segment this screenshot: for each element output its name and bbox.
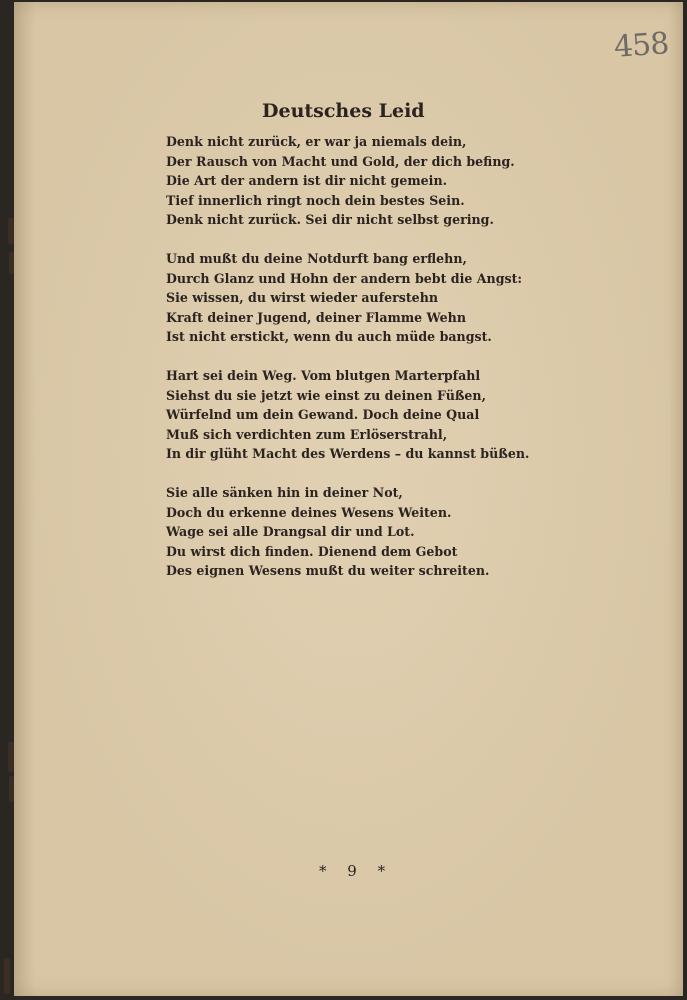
poem-line: Durch Glanz und Hohn der andern bebt die Angst: <box>166 270 523 286</box>
poem-line: Der Rausch von Macht und Gold, der dich befing. <box>166 153 515 169</box>
poem-line: Tief innerlich ringt noch dein bestes Sein. <box>166 192 465 208</box>
poem-line: Wage sei alle Drangsal dir und Lot. <box>166 524 415 539</box>
poem-line: Sie alle sänken hin in deiner Not, <box>166 485 403 500</box>
poem-line: Doch du erkenne deines Wesens Weiten. <box>166 504 452 520</box>
stanza-1 <box>166 132 529 230</box>
poem-title: Deutsches Leid <box>262 100 425 122</box>
archive-number: 458 <box>612 26 670 65</box>
binding-mark <box>8 742 14 772</box>
poem-line: In dir glüht Macht des Werdens – du kannst büßen. <box>166 446 530 461</box>
binding-mark <box>4 958 10 994</box>
poem-line: Des eignen Wesens mußt du weiter schreiten. <box>166 563 490 578</box>
page-number: * 9 * <box>319 862 394 880</box>
poem-line: Siehst du sie jetzt wie einst zu deinen Füßen, <box>166 387 486 403</box>
poem-line: Du wirst dich finden. Dienend dem Gebot <box>166 543 458 559</box>
poem-line: Muß sich verdichten zum Erlöserstrahl, <box>166 426 448 442</box>
poem-line: Denk nicht zurück, er war ja niemals dein, <box>166 134 467 149</box>
binding-mark <box>9 252 14 274</box>
poem-line: Würfelnd um dein Gewand. Doch deine Qual <box>166 407 480 422</box>
poem-line: Und mußt du deine Notdurft bang erflehn, <box>166 251 467 266</box>
stanza-4 <box>166 483 529 581</box>
poem-body <box>166 132 529 600</box>
poem-line: Die Art der andern ist dir nicht gemein. <box>166 173 447 188</box>
poem-line: Ist nicht erstickt, wenn du auch müde bangst. <box>166 329 492 344</box>
binding-mark <box>8 218 14 244</box>
paper-sheet <box>14 2 683 996</box>
stanza-2 <box>166 249 529 347</box>
poem-line: Sie wissen, du wirst wieder auferstehn <box>166 290 439 305</box>
poem-line: Denk nicht zurück. Sei dir nicht selbst gering. <box>166 212 494 227</box>
poem-line: Kraft deiner Jugend, deiner Flamme Wehn <box>166 309 466 325</box>
poem-line: Hart sei dein Weg. Vom blutgen Marterpfahl <box>166 368 481 383</box>
binding-mark <box>9 776 14 802</box>
stanza-3 <box>166 366 529 464</box>
